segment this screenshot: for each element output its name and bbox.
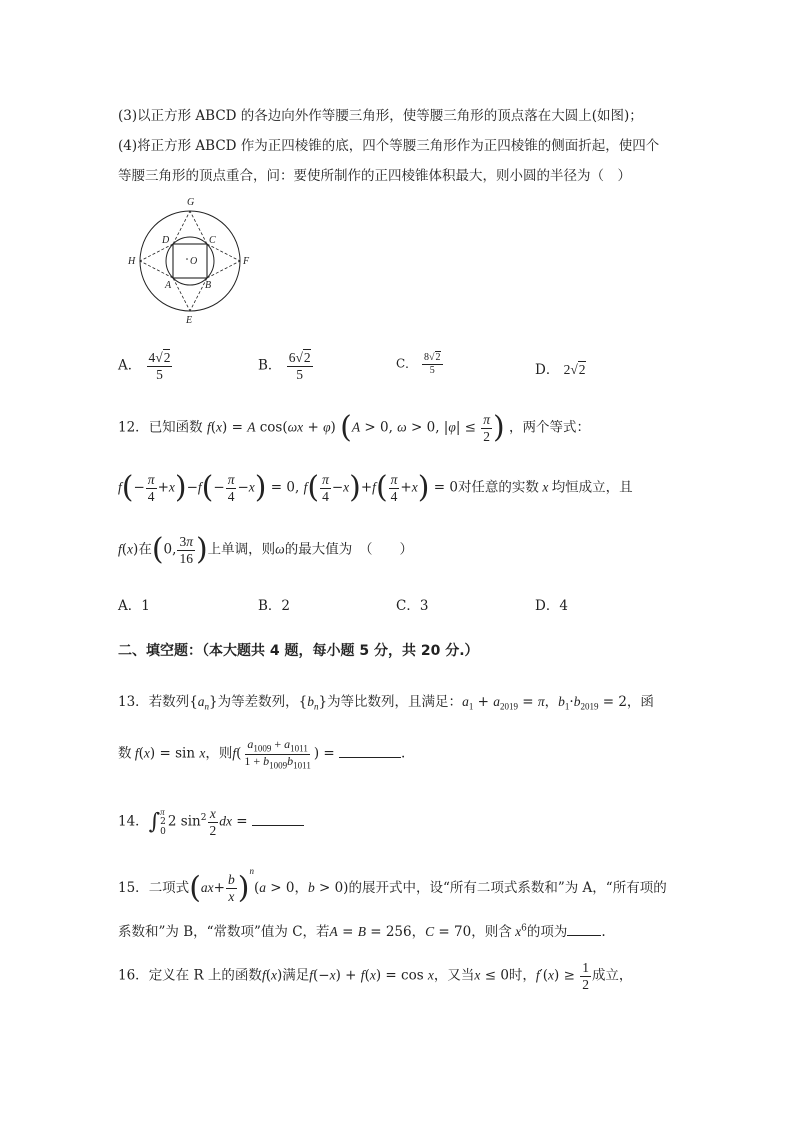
label-o: O xyxy=(190,256,198,267)
q12-line1: 12．已知函数 f(x) = A cos(ωx + φ) (A > 0, ω > 0, |φ| ≤ $\frac{\pi}{2}$ ) ，两个等式： xyxy=(118,410,591,446)
section-heading: 二、填空题：（本大题共 4 题，每小题 5 分，共 20 分.） xyxy=(118,643,479,659)
q13-line1: 13．若数列$\{a_n\}$为等差数列，$\{b_n\}$为等比数列，且满足：$a_1 + a_{2019} = \pi$，$b_1\cdot b_{2019} = 2$，函 xyxy=(118,694,654,712)
q15-answer-blank[interactable] xyxy=(567,935,601,936)
q11-option-c[interactable]: C． $\frac{8√2}{5}$ xyxy=(396,352,441,376)
q12-option-a[interactable]: A．1 xyxy=(118,598,150,614)
q13-line2: 数 f(x) = sin x，则f( $\frac{a_{1009} + a_{1011}}{1 + b_{1009}b_{1011}}$ ) = . xyxy=(118,737,406,771)
label-c: C xyxy=(209,235,216,246)
q15-line2: 系数和”为 B，“常数项”值为 C，若A = B = 256，C = 70，则含 $x^6$的项为 . xyxy=(118,923,606,940)
label-d: D xyxy=(162,235,170,246)
label-g: G xyxy=(187,197,195,208)
q11-option-a[interactable]: A． $\frac{4√2}{5}$ xyxy=(118,350,171,382)
label-e: E xyxy=(186,315,193,326)
q11-step4b: 等腰三角形的顶点重合，问：要使所制作的正四棱锥体积最大，则小圆的半径为（ ） xyxy=(118,168,631,184)
label-a: A xyxy=(165,280,172,291)
q11-option-d[interactable]: D． 2√2 xyxy=(535,362,586,378)
q12-line3: f(x)在(0, $\frac{3\pi}{16}$ )上单调，则ω的最大值为 （ ） xyxy=(118,532,413,568)
label-b: B xyxy=(205,280,212,291)
q11-step3: (3)以正方形 ABCD 的各边向外作等腰三角形，使等腰三角形的顶点落在大圆上(如图)； xyxy=(118,108,643,124)
label-h: H xyxy=(128,256,136,267)
q14-answer-blank[interactable] xyxy=(252,825,304,826)
label-f: F xyxy=(243,256,250,267)
q15-line1: 15．二项式(ax+ $\frac{b}{x}$ )$^n$(a > 0，b > 0)的展开式中，设“所有二项式系数和”为 A，“所有项的 xyxy=(118,866,667,906)
q14-line: 14．∫ π 2 0 2 $\sin^2$ $\frac{x}{2}$ dx = xyxy=(118,806,304,838)
q11-figure xyxy=(125,192,260,330)
q12-line2: f(− $\frac{\pi}{4}$ +x)−f(− $\frac{\pi}{4}$ −x) = 0, f( $\frac{\pi}{4}$ −x)+f( $\frac{\pi}{4}$ +x) = 0对任意的实数 x 均恒成立，且 xyxy=(118,470,633,506)
q11-step4a: (4)将正方形 ABCD 作为正四棱锥的底，四个等腰三角形作为正四棱锥的侧面折起，使四个 xyxy=(118,138,660,154)
q11-option-b[interactable]: B． $\frac{6√2}{5}$ xyxy=(258,350,311,382)
q12-option-c[interactable]: C．3 xyxy=(396,598,429,614)
q12-option-b[interactable]: B．2 xyxy=(258,598,291,614)
q13-answer-blank[interactable] xyxy=(339,757,401,758)
q12-option-d[interactable]: D．4 xyxy=(535,598,568,614)
q16-line: 16．定义在 R 上的函数f(x)满足f(−x) + f(x) = cos x，又当x ≤ 0时，f′(x) ≥ $\frac{1}{2}$ 成立， xyxy=(118,960,633,992)
